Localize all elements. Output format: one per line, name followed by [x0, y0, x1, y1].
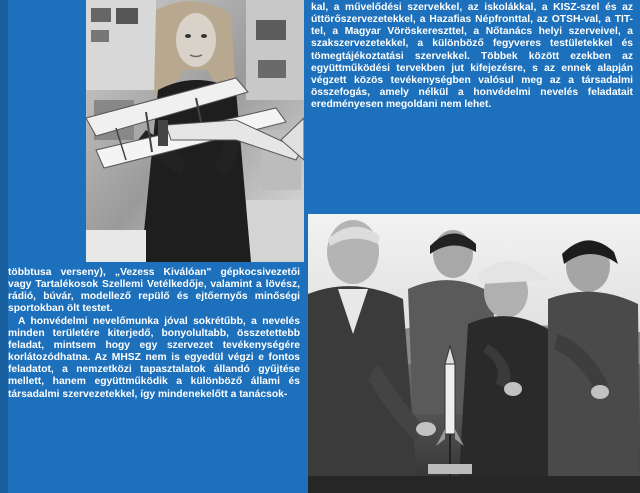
text-column-left	[8, 267, 300, 401]
paragraph-right-1: kal, a művelődési szervekkel, az iskolákkal, a KISZ-szel és az úttörőszervezetekkel, a Hazafias Népfronttal, az OTSH-val, a TIT-tel, a Magyar Vöröskereszttel, a Nőtanács helyi szerveivel, a szakszervezetekkel, a különböző fegyveres testületekkel és tömegtájékoztatási szervekkel. Többek között ezekben az együttműködési tervekben jut kifejezésre, s az ennek alapján végzett közös tevékenységben valósul meg az a társadalmi összefogás, amely nélkül a honvédelmi nevelés feladatait eredményesen megoldani nem lehet.	[311, 2, 633, 111]
text-column-right	[311, 2, 633, 111]
photo-boys-with-model-rocket-image	[308, 214, 640, 493]
photo-boys-with-model-rocket	[308, 214, 640, 493]
paragraph-left-2: A honvédelmi nevelőmunka jóval sokrétűbb, a nevelés minden területére kiterjedő, bonyolultabb, összetettebb feladat, mintsem hogy egy szervezet tevékenységére korlátozódhatna. Az MHSZ nem is egyedül végzi e fontos feladatot, a nemzetközi tapasztalatok állandó gyűjtése mellett, hanem együttműködik a különböző állami és társadalmi szervezetekkel, így mindenekelőtt a tanácsok-	[8, 315, 300, 400]
photo-girl-with-model-plane-image	[86, 0, 304, 262]
paragraph-left-1: többtusa verseny), „Vezess Kiválóan" gépkocsivezetői vagy Tartalékosok Szellemi Vetélkedője, valamint a lövész, rádió, búvár, modellező repülő és ejtőernyős minőségi sportokban ölt testet.	[8, 267, 300, 315]
photo-girl-with-model-plane	[86, 0, 304, 262]
page-edge-shadow	[0, 0, 8, 493]
